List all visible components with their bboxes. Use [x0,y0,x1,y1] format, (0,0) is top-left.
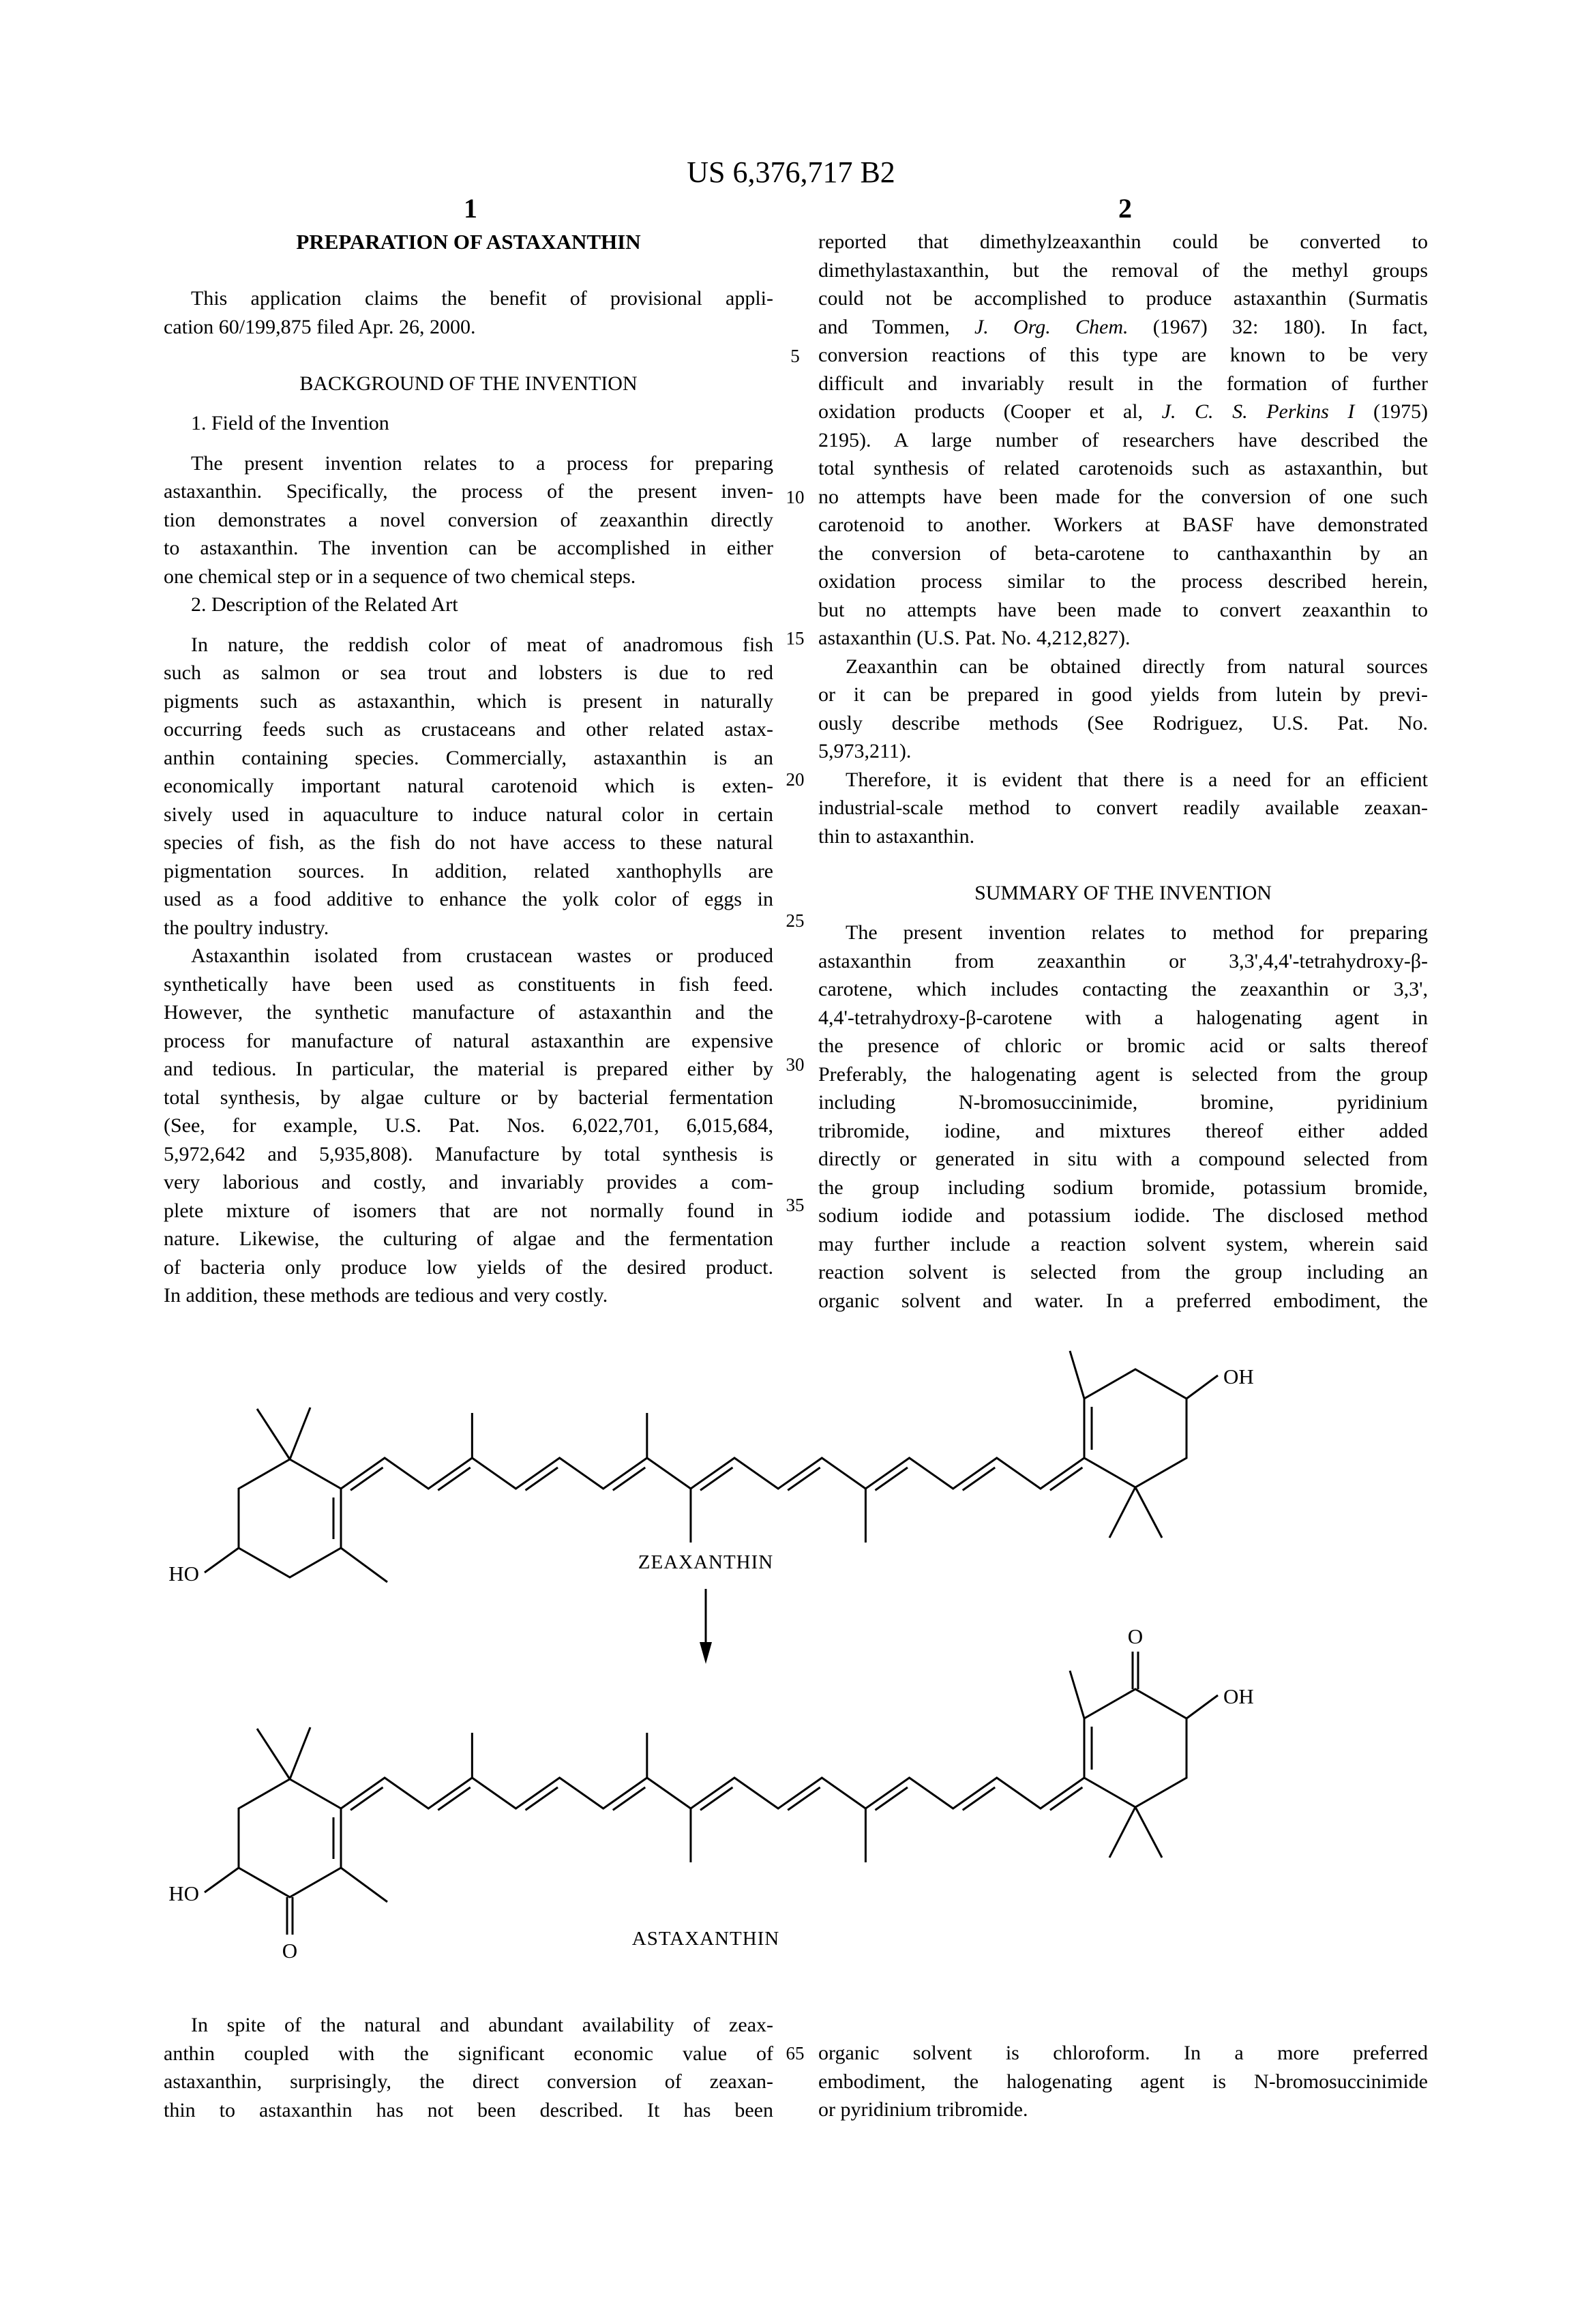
text-line: Zeaxanthin can be obtained directly from natural sources [846,655,1428,678]
text-line: and Tommen, J. Org. Chem. (1967) 32: 180). In fact, [818,315,1428,338]
zeaxanthin-label: ZEAXANTHIN [638,1551,774,1573]
text-line: The present invention relates to method for preparing [846,921,1428,944]
text-line: organic solvent and water. In a preferred embodiment, the [818,1289,1428,1312]
paragraph [164,631,773,942]
text-line: (See, for example, U.S. Pat. Nos. 6,022,701, 6,015,684, [164,1114,773,1137]
paragraph [164,449,773,591]
text-line: astaxanthin from zeaxanthin or 3,3',4,4'-tetrahydroxy-β- [818,949,1428,972]
patent-number: US 6,376,717 B2 [687,155,895,189]
ketone-label: O [1127,1624,1144,1648]
section-heading: BACKGROUND OF THE INVENTION [299,372,638,395]
text-line: oxidation process similar to the process described herein, [818,570,1428,593]
text-line: and tedious. In particular, the material is prepared either by [164,1058,773,1080]
text-line: sodium iodide and potassium iodide. The disclosed method [818,1204,1428,1227]
paragraph [818,228,1428,653]
text-line: pigmentation sources. In addition, related xanthophylls are [164,859,773,882]
text-line: could not be accomplished to produce astaxanthin (Surmatis [818,287,1428,310]
text-line: reported that dimethylzeaxanthin could be converted to [818,230,1428,253]
text-line: thin to astaxanthin has not been described. It has been [164,2098,773,2121]
hydroxyl-label: HO [168,1881,199,1905]
column-number-right: 2 [1118,193,1132,224]
text-line: the group including sodium bromide, potassium bromide, [818,1176,1428,1199]
gutter-line-number: 15 [786,628,805,649]
gutter-line-number: 35 [786,1195,805,1215]
text-line: of bacteria only produce low yields of the desired product. [164,1255,773,1279]
text-line: directly or generated in situ with a compound selected from [818,1148,1428,1170]
text-line: pigments such as astaxanthin, which is present in naturally [164,689,773,713]
text-line: organic solvent is chloroform. In a more preferred [818,2042,1428,2064]
hydroxyl-label: OH [1223,1684,1254,1708]
text-line: plete mixture of isomers that are not normally found in [164,1199,773,1222]
text-line: ously describe methods (See Rodriguez, U.S. Pat. No. [818,711,1428,734]
astaxanthin-structure [168,1624,1254,1963]
paragraph [164,2011,773,2124]
text-line: including N-bromosuccinimide, bromine, pyridinium [818,1091,1428,1114]
text-line: very laborious and costly, and invariably provides a com- [164,1171,773,1193]
text-line: one chemical step or in a sequence of two chemical steps. [164,565,636,588]
hydroxyl-label: OH [1223,1365,1254,1388]
text-line: In spite of the natural and abundant availability of zeax- [191,2014,773,2036]
text-line: such as salmon or sea trout and lobsters is due to red [164,661,773,684]
text-line: This application claims the benefit of provisional appli- [191,287,773,310]
text-line: species of fish, as the fish do not have access to these natural [164,831,773,854]
text-line: difficult and invariably result in the formation of further [818,372,1428,395]
text-line: may further include a reaction solvent system, wherein said [818,1232,1428,1255]
text-line: nature. Likewise, the culturing of algae and the fermentation [164,1227,773,1250]
reaction-arrow-down [700,1589,712,1664]
text-line: tion demonstrates a novel conversion of zeaxanthin directly [164,508,773,531]
text-line: used as a food additive to enhance the yolk color of eggs in [164,888,773,910]
text-line: astaxanthin (U.S. Pat. No. 4,212,827). [818,627,1131,649]
text-line: In addition, these methods are tedious and very costly. [164,1284,608,1307]
section-title: PREPARATION OF ASTAXANTHIN [296,230,641,254]
paragraph [818,919,1428,1315]
text-line: anthin containing species. Commercially, astaxanthin is an [164,746,773,769]
section-heading: SUMMARY OF THE INVENTION [974,881,1272,904]
paragraph [818,766,1428,851]
text-line: sively used in aquaculture to induce natural color in certain [164,803,773,826]
text-line: or pyridinium tribromide. [818,2098,1028,2121]
gutter-line-number: 10 [786,487,805,507]
text-column-right-top [818,228,1428,1315]
text-line: reaction solvent is selected from the group including an [818,1261,1428,1283]
text-line: conversion reactions of this type are known to be very [818,344,1428,366]
text-line: Therefore, it is evident that there is a need for an efficient [846,768,1428,791]
text-line: occurring feeds such as crustaceans and other related astax- [164,718,773,741]
text-line: tribromide, iodine, and mixtures thereof either added [818,1119,1428,1142]
text-line: the poultry industry. [164,916,329,939]
text-line: 5,972,642 and 5,935,808). Manufacture by total synthesis is [164,1142,773,1165]
gutter-line-number: 20 [786,769,805,790]
text-line: oxidation products (Cooper et al, J. C. S. Perkins I (1975) [818,400,1428,423]
text-column-left-top [164,228,773,1310]
text-line: synthetically have been used as constituents in fish feed. [164,972,773,996]
gutter-line-number: 25 [786,910,805,931]
text-line: industrial-scale method to convert readily available zeaxan- [818,796,1428,819]
text-line: embodiment, the halogenating agent is N-bromosuccinimide [818,2070,1428,2093]
text-line: astaxanthin, surprisingly, the direct conversion of zeaxan- [164,2070,773,2093]
text-line: but no attempts have been made to convert zeaxanthin to [818,598,1428,621]
text-line: The present invention relates to a process for preparing [191,451,773,475]
paragraph [818,653,1428,766]
text-column-left-bottom [164,2011,773,2124]
gutter-line-number: 30 [786,1054,805,1075]
section-subheading: 2. Description of the Related Art [191,593,458,616]
zeaxanthin-structure [168,1351,1254,1585]
text-line: Preferably, the halogenating agent is selected from the group [818,1062,1428,1086]
hydroxyl-label: HO [168,1562,199,1585]
text-line: Astaxanthin isolated from crustacean wastes or produced [191,944,773,967]
text-line: In nature, the reddish color of meat of anadromous fish [191,633,773,656]
gutter-line-number: 65 [786,2043,805,2064]
text-line: total synthesis, by algae culture or by bacterial fermentation [164,1086,773,1109]
text-line: astaxanthin. Specifically, the process of the present inven- [164,480,773,503]
text-line: 5,973,211). [818,740,912,762]
section-subheading: 1. Field of the Invention [191,412,389,434]
text-line: or it can be prepared in good yields from lutein by previ- [818,683,1428,706]
astaxanthin-label: ASTAXANTHIN [631,1928,780,1950]
text-line: the conversion of beta-carotene to canthaxanthin by an [818,541,1428,565]
text-line: However, the synthetic manufacture of astaxanthin and the [164,1001,773,1024]
text-line: 4,4'-tetrahydroxy-β-carotene with a halogenating agent in [818,1006,1428,1029]
paragraph [164,942,773,1310]
text-line: carotene, which includes contacting the zeaxanthin or 3,3', [818,978,1428,1000]
text-line: thin to astaxanthin. [818,824,975,848]
text-line: no attempts have been made for the conversion of one such [818,485,1428,508]
text-line: dimethylastaxanthin, but the removal of the methyl groups [818,258,1428,282]
ketone-label: O [282,1939,298,1963]
text-line: to astaxanthin. The invention can be accomplished in either [164,537,773,559]
text-line: carotenoid to another. Workers at BASF have demonstrated [818,513,1428,536]
text-line: 2195). A large number of researchers have described the [818,428,1428,451]
text-line: the presence of chloric or bromic acid or salts thereof [818,1034,1428,1057]
gutter-line-number: 5 [790,346,800,366]
paragraph [818,2039,1428,2124]
text-line: anthin coupled with the significant economic value of [164,2042,773,2065]
text-column-right-bottom [818,2039,1428,2124]
text-line: cation 60/199,875 filed Apr. 26, 2000. [164,315,476,338]
column-number-left: 1 [464,193,477,224]
reaction-scheme-figure [0,1330,1582,2012]
paragraph [164,284,773,341]
text-line: process for manufacture of natural astaxanthin are expensive [164,1029,773,1052]
text-line: total synthesis of related carotenoids such as astaxanthin, but [818,457,1428,479]
text-line: economically important natural carotenoid which is exten- [164,775,773,797]
